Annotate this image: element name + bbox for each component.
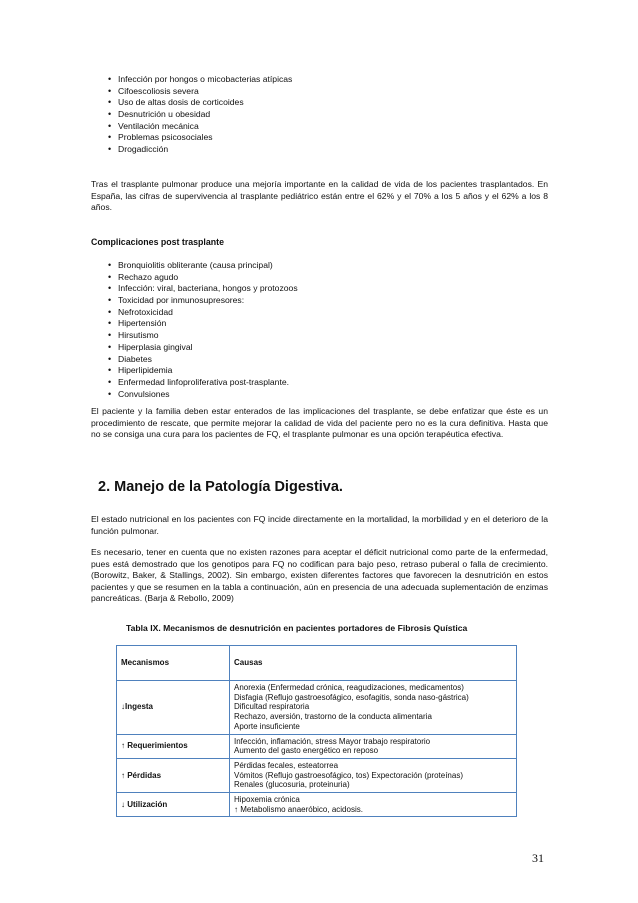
bullet-icon: • xyxy=(108,132,112,143)
table-row xyxy=(117,758,517,792)
table-row xyxy=(117,681,517,735)
bullet-icon: • xyxy=(108,318,112,329)
list-item: • Drogadicción xyxy=(108,144,169,155)
bullet-icon: • xyxy=(108,330,112,341)
bullet-icon: • xyxy=(108,74,112,84)
list-item: • Bronquiolitis obliterante (causa principal) xyxy=(108,260,273,270)
list-item: • Hipertensión xyxy=(108,318,167,329)
table-caption: Tabla IX. Mecanismos de desnutrición en pacientes portadores de Fibrosis Quística xyxy=(126,623,468,633)
causes-cell xyxy=(230,793,517,817)
bullet-icon: • xyxy=(108,97,112,108)
mechanism-cell: ↑ Requerimientos xyxy=(117,734,230,758)
cause-line: Renales (glucosuria, proteinuria) xyxy=(234,780,350,790)
list-item: • Hirsutismo xyxy=(108,330,159,341)
bullet-icon: • xyxy=(108,120,112,131)
list-item: • Rechazo agudo xyxy=(108,271,179,282)
cause-line: Pérdidas fecales, esteatorrea xyxy=(234,760,339,770)
paragraph-survival: Tras el trasplante pulmonar produce una mejoría importante en la calidad de vida de los pacientes trasplantados. En España, las cifras de supervivencia al trasplante pediátrico están entre el 62% y el 70% a los 5 años y el 62% a los 8 años. xyxy=(91,179,548,213)
cause-line: Hipoxemia crónica xyxy=(234,795,300,805)
complications-heading: Complicaciones post trasplante xyxy=(91,237,224,247)
list-item: • Desnutrición u obesidad xyxy=(108,109,211,120)
bullet-icon: • xyxy=(108,260,112,270)
bullet-icon: • xyxy=(108,353,112,364)
malnutrition-table xyxy=(116,645,517,817)
bullet-icon: • xyxy=(108,295,112,306)
bullet-icon: • xyxy=(108,341,112,352)
table-row xyxy=(117,793,517,817)
cause-line: ↑ Metabolismo anaeróbico, acidosis. xyxy=(234,804,363,814)
list-item: • Infección: viral, bacteriana, hongos y protozoos xyxy=(108,283,298,294)
paragraph-nutrition: El estado nutricional en los pacientes con FQ incide directamente en la mortalidad, la morbilidad y en el deterioro de la función pulmonar. xyxy=(91,514,548,536)
bullet-icon: • xyxy=(108,365,112,376)
header-mecanismos: Mecanismos xyxy=(117,646,230,681)
cause-line: Aporte insuficiente xyxy=(234,721,300,731)
cause-line: Rechazo, aversión, trastorno de la conducta alimentaria xyxy=(234,712,432,722)
bullet-icon: • xyxy=(108,306,112,317)
cause-line: Vómitos (Reflujo gastroesofágico, tos) Expectoración (proteínas) xyxy=(234,770,463,780)
section-title: 2. Manejo de la Patología Digestiva. xyxy=(98,479,343,495)
causes-cell xyxy=(230,681,517,735)
causes-cell xyxy=(230,734,517,758)
paragraph-factors: Es necesario, tener en cuenta que no existen razones para aceptar el déficit nutricional como parte de la enfermedad, pues está demostrado que los genotipos para FQ no codifican para bajo peso, retraso puberal o falla de crecimiento. (Borowitz, Baker, & Stallings, 2002). Sin embargo, existen diferentes factores que favorecen la desnutrición en estos pacientes y que se resumen en la tabla a continuación, aún en presencia de una adecuada suplementación de enzimas pancreáticas. (Barja & Rebollo, 2009) xyxy=(91,547,548,604)
complications-list xyxy=(91,260,298,400)
list-item: • Diabetes xyxy=(108,353,152,364)
list-item: • Cifoescoliosis severa xyxy=(108,85,199,96)
causes-cell xyxy=(230,758,517,792)
paragraph-family: El paciente y la familia deben estar enterados de las implicaciones del trasplante, se debe enfatizar que éste es un procedimiento de rescate, que permite mejorar la calidad de vida del paciente pero no es la cura definitiva. Hasta que no se consiga una cura para los pacientes de FQ, el trasplante pulmonar es una opción terapéutica efectiva. xyxy=(91,406,548,440)
table-header-row xyxy=(117,646,517,681)
table-row xyxy=(117,734,517,758)
cause-line: Anorexia (Enfermedad crónica, reagudizaciones, medicamentos) xyxy=(234,683,464,692)
bullet-icon: • xyxy=(108,376,112,387)
bullet-icon: • xyxy=(108,271,112,282)
bullet-icon: • xyxy=(108,85,112,96)
bullet-icon: • xyxy=(108,109,112,120)
list-item: • Convulsiones xyxy=(108,388,170,399)
list-item: • Hiperlipidemia xyxy=(108,365,173,376)
list-item: • Nefrotoxicidad xyxy=(108,306,173,317)
mechanism-cell: ↑ Pérdidas xyxy=(117,758,230,792)
list-item: • Infección por hongos o micobacterias atípicas xyxy=(108,74,293,84)
list-item: • Problemas psicosociales xyxy=(108,132,213,143)
list-item: • Ventilación mecánica xyxy=(108,120,199,131)
list-item: • Toxicidad por inmunosupresores: xyxy=(108,295,245,306)
list-item: • Uso de altas dosis de corticoides xyxy=(108,97,244,108)
bullet-icon: • xyxy=(108,283,112,294)
mechanism-cell: ↓ Utilización xyxy=(117,793,230,817)
bullet-icon: • xyxy=(108,144,112,155)
contraindications-list xyxy=(91,74,292,156)
cause-line: Dificultad respiratoria xyxy=(234,702,310,712)
page-number: 31 xyxy=(532,851,544,865)
list-item: • Enfermedad linfoproliferativa post-trasplante. xyxy=(108,376,290,387)
cause-line: Aumento del gasto energético en reposo xyxy=(234,746,379,756)
cause-line: Infección, inflamación, stress Mayor trabajo respiratorio xyxy=(234,736,431,746)
header-causas: Causas xyxy=(230,646,517,681)
bullet-icon: • xyxy=(108,388,112,399)
mechanism-cell: ↓Ingesta xyxy=(117,681,230,735)
cause-line: Disfagia (Reflujo gastroesofágico, esofagitis, sonda naso-gástrica) xyxy=(234,692,469,702)
list-item: • Hiperplasia gingival xyxy=(108,341,193,352)
